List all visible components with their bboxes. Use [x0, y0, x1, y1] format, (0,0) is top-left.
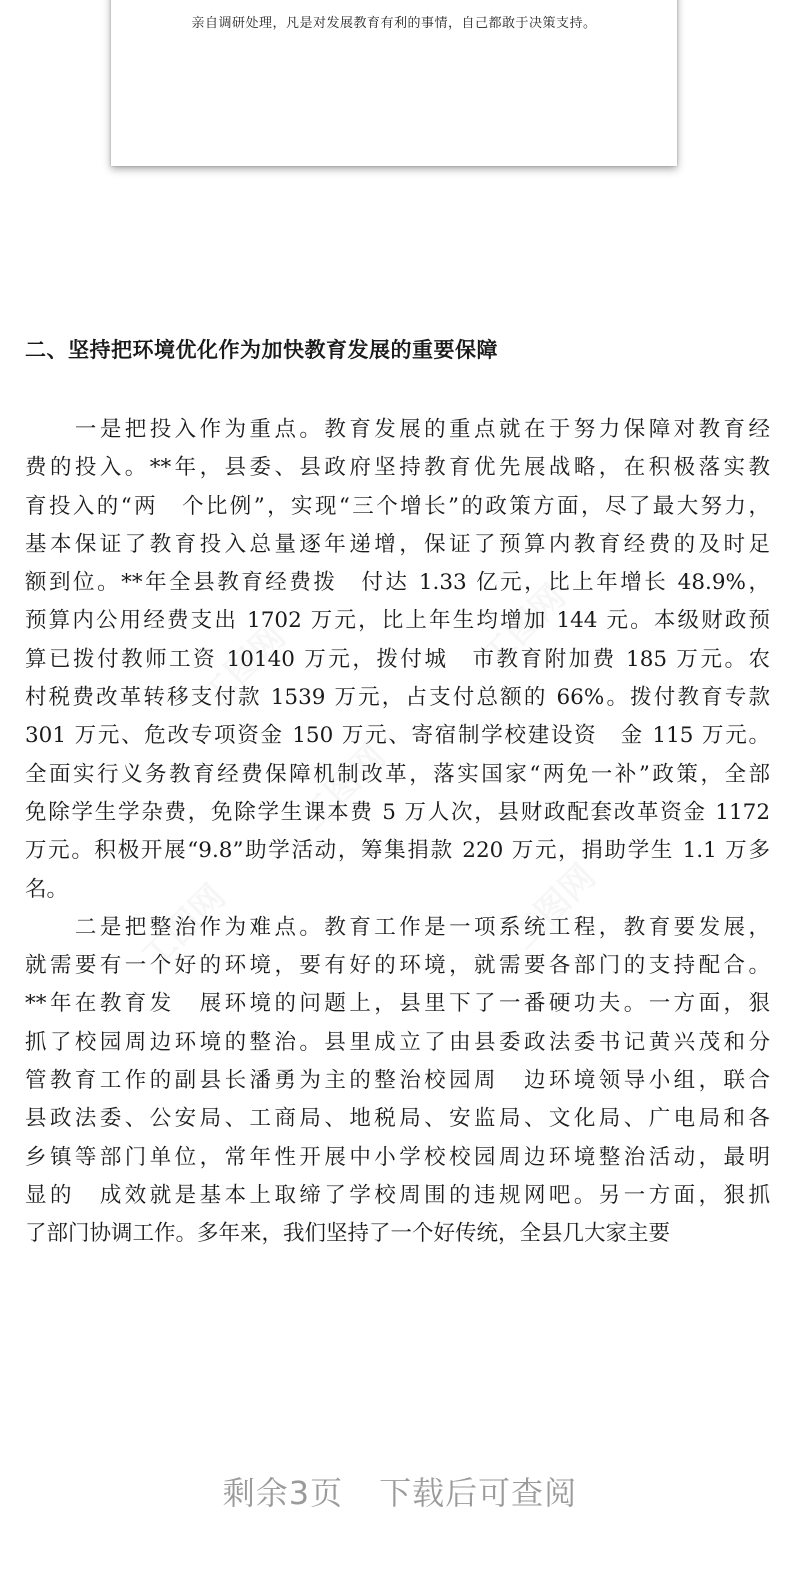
- paragraph: [25, 909, 770, 1254]
- text-line: 额到位。**年全县教育经费拨 付达 1.33 亿元，比上年增长 48.9%，: [25, 570, 770, 596]
- text-line: 名。: [25, 876, 69, 902]
- section-heading: 二、坚持把环境优化作为加快教育发展的重要保障: [25, 338, 498, 362]
- remaining-pages-label: 剩余3页: [222, 1474, 344, 1512]
- text-line: 全面实行义务教育经费保障机制改革，落实国家“两免一补”政策，全部: [25, 761, 770, 787]
- text-line: 县政法委、公安局、工商局、地税局、安监局、文化局、广电局和各: [25, 1106, 770, 1132]
- text-line: 就需要有一个好的环境，要有好的环境，就需要各部门的支持配合。: [25, 953, 770, 979]
- download-to-read-label[interactable]: 下载后可查阅: [379, 1474, 578, 1512]
- text-line: 万元。积极开展“9.8”助学活动，筹集捐款 220 万元，捐助学生 1.1 万多: [25, 838, 770, 864]
- text-line: 村税费改革转移支付款 1539 万元，占支付总额的 66%。拨付教育专款: [25, 685, 770, 711]
- document-body: [25, 411, 770, 1254]
- text-line: 费的投入。**年，县委、县政府坚持教育优先展战略，在积极落实教: [25, 455, 770, 481]
- text-line: 一是把投入作为重点。教育发展的重点就在于努力保障对教育经: [25, 417, 770, 442]
- text-line: 乡镇等部门单位，常年性开展中小学校校园周边环境整治活动，最明: [25, 1144, 770, 1170]
- text-line: 基本保证了教育投入总量逐年递增，保证了预算内教育经费的及时足: [25, 531, 770, 557]
- text-line: 了部门协调工作。多年来，我们坚持了一个好传统，全县几大家主要: [25, 1221, 671, 1247]
- text-line: 二是把整治作为难点。教育工作是一项系统工程，教育要发展，: [25, 914, 770, 940]
- text-line: 免除学生学杂费，免除学生课本费 5 万人次，县财政配套改革资金 1172: [25, 799, 770, 825]
- paragraph: [25, 411, 770, 909]
- text-line: 管教育工作的副县长潘勇为主的整治校园周 边环境领导小组，联合: [25, 1068, 770, 1094]
- text-line: 抓了校园周边环境的整治。县里成立了由县委政法委书记黄兴茂和分: [25, 1029, 770, 1055]
- previous-page-card: [111, 0, 677, 166]
- download-prompt[interactable]: [0, 1468, 800, 1514]
- text-line: 育投入的“两 个比例”，实现“三个增长”的政策方面，尽了最大努力，: [25, 493, 770, 519]
- text-line: 301 万元、危改专项资金 150 万元、寄宿制学校建设资 金 115 万元。: [25, 723, 770, 749]
- text-line: 显的 成效就是基本上取缔了学校周围的违规网吧。另一方面，狠抓: [25, 1182, 770, 1208]
- text-line: 算已拨付教师工资 10140 万元，拨付城 市教育附加费 185 万元。农: [25, 646, 770, 672]
- previous-page-last-line: 亲自调研处理，凡是对发展教育有利的事情，自己都敢于决策支持。: [191, 16, 597, 31]
- text-line: 预算内公用经费支出 1702 万元，比上年生均增加 144 元。本级财政预: [25, 608, 770, 634]
- text-line: **年在教育发 展环境的问题上，县里下了一番硬功夫。一方面，狠: [25, 991, 770, 1017]
